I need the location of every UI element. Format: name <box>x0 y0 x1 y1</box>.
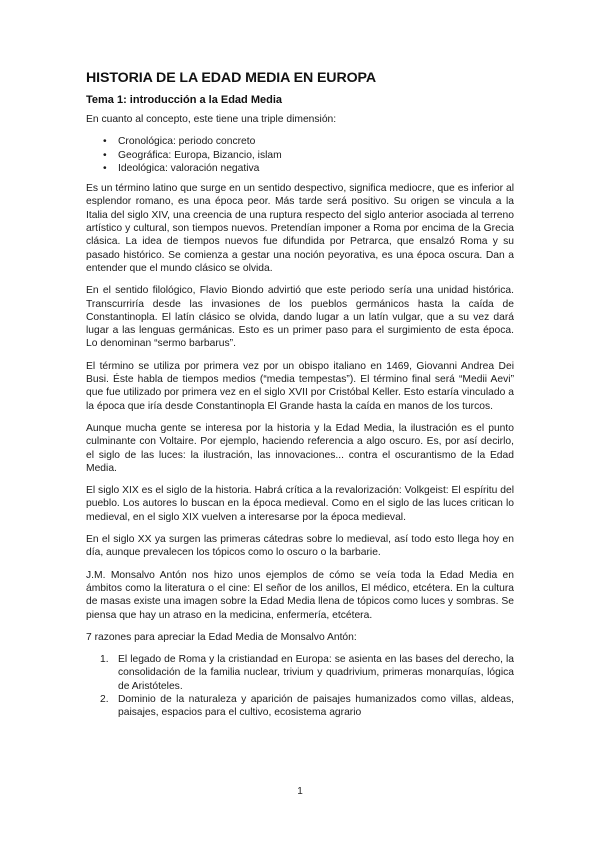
list-item-text: El legado de Roma y la cristiandad en Europa: se asienta en las bases del derecho, la consolidación de la familia nuclear, trivium y quadrivium, primeras monarquías, lógica de Aristóteles. <box>118 654 514 692</box>
list-item <box>100 693 514 720</box>
list-item-text: Cronológica: periodo concreto <box>118 136 256 148</box>
section-subtitle: Tema 1: introducción a la Edad Media <box>86 94 283 106</box>
list-item <box>100 653 514 693</box>
list-number: 2. <box>100 693 109 705</box>
reasons-intro: 7 razones para apreciar la Edad Media de Monsalvo Antón: <box>86 631 357 643</box>
bullet-icon: • <box>103 136 107 148</box>
page-number: 1 <box>297 786 303 797</box>
list-number: 1. <box>100 654 109 666</box>
body-paragraph: En el siglo XX ya surgen las primeras cátedras sobre lo medieval, así todo esto llega hoy en día, aunque prevalecen los tópicos como lo oscuro o la barbarie. <box>86 534 514 559</box>
document-title: HISTORIA DE LA EDAD MEDIA EN EUROPA <box>86 70 376 86</box>
list-item-text: Dominio de la naturaleza y aparición de paisajes humanizados como villas, aldeas, paisajes, espacios para el cultivo, ecosistema agrario <box>118 693 514 719</box>
list-item-text: Ideológica: valoración negativa <box>118 162 260 174</box>
dimension-list <box>86 135 514 175</box>
body-paragraph: En el sentido filológico, Flavio Biondo advirtió que este periodo sería una unidad histórica. Transcurriría desde las invasiones de los pueblos germánicos hasta la caída de Constantinopla. El latín clásico se olvida, dando lugar a un latín vulgar, que a su vez dará lugar a las lenguas germánicas. Esto es un primer paso para el surgimiento de esta época. Lo denominan “sermo barbarus”. <box>86 285 514 350</box>
body-paragraph: El siglo XIX es el siglo de la historia. Habrá crítica a la revalorización: Volkgeist: El espíritu del pueblo. Los autores lo buscan en la época medieval. Como en el siglo de las luces critican lo medieval, en el siglo XIX vuelven a interesarse por la época medieval. <box>86 485 514 523</box>
body-paragraph: Es un término latino que surge en un sentido despectivo, significa mediocre, que es inferior al esplendor romano, es una época peor. Más tarde será positivo. Su origen se vincula a la Italia del siglo XIV, una creencia de una ruptura respecto del siglo anterior asociada al terreno artístico y cultural, son tiempos nuevos. Pretendían imponer a Roma por encima de la Grecia clásica. La idea de tiempos nuevos fue difundida por Petrarca, que ensalzó Roma y su pasado histórico. Se comienza a gestar una noción peyorativa, es una época oscura. Dan a entender que el mundo clásico se olvida. <box>86 183 514 274</box>
bullet-icon: • <box>103 162 107 174</box>
reasons-list <box>86 653 514 719</box>
body-paragraph: El término se utiliza por primera vez por un obispo italiano en 1469, Giovanni Andrea Dei Busi. Éste habla de tiempos medios (“media tempestas”). El término final será “Medii Aevi” que fue utilizado por primera vez en el siglo XVII por Cristóbal Keller. Esto estaría vinculado a la época que iría desde Constantinopla El Grande hasta la caída en manos de los turcos. <box>86 360 514 412</box>
intro-paragraph: En cuanto al concepto, este tiene una triple dimensión: <box>86 114 337 125</box>
list-item <box>103 135 514 148</box>
body-paragraph: Aunque mucha gente se interesa por la historia y la Edad Media, la ilustración es el punto culminante con Voltaire. Por ejemplo, haciendo referencia a algo oscuro. Es, por así decirlo, el siglo de las luces: la ilustración, las innovaciones... contra el oscurantismo de la Edad Media. <box>86 422 514 474</box>
list-item <box>103 162 514 175</box>
list-item <box>103 149 514 162</box>
bullet-icon: • <box>103 149 107 161</box>
list-item-text: Geográfica: Europa, Bizancio, islam <box>118 149 282 161</box>
body-paragraph: J.M. Monsalvo Antón nos hizo unos ejemplos de cómo se veía toda la Edad Media en ámbitos como la literatura o el cine: El señor de los anillos, El médico, etcétera. En la cultura de masas existe una imagen sobre la Edad Media llena de tópicos como luces y sombras. Se piensa que hay un atraso en la medicina, enfermería, etcétera. <box>86 569 514 621</box>
